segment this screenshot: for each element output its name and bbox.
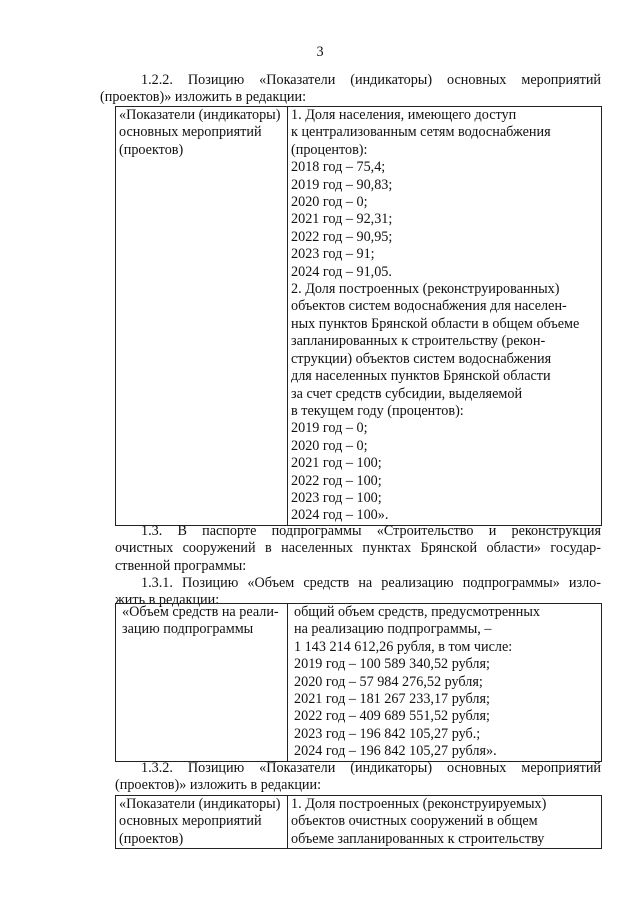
cell-text: (проектов): [119, 830, 184, 847]
cell-text: зацию подпрограммы: [122, 621, 254, 638]
cell-text: 2019 год – 100 589 340,52 рубля;: [294, 656, 490, 673]
table-cell-label: [116, 107, 288, 526]
cell-text: «Показатели (индикаторы): [119, 107, 281, 123]
cell-text: общий объем средств, предусмотренных: [294, 604, 540, 620]
cell-text: 2020 год – 57 984 276,52 рубля;: [294, 673, 483, 690]
cell-text: 2023 год – 196 842 105,27 руб.;: [294, 725, 481, 742]
table-cell-label: [116, 796, 288, 849]
table-cell-value: [288, 107, 602, 526]
cell-text: запланированных к строительству (рекон-: [291, 333, 546, 350]
cell-text: на реализацию подпрограммы, –: [294, 621, 492, 638]
cell-text: основных мероприятий: [119, 813, 262, 830]
table-row: [116, 107, 602, 526]
cell-text: основных мероприятий: [119, 124, 262, 141]
cell-text: к централизованным сетям водоснабжения: [291, 124, 551, 141]
indicators-table-water-supply: [115, 106, 602, 526]
funding-volume-table: [115, 603, 602, 762]
text-line: (проектов)» изложить в редакции:: [100, 89, 307, 106]
text-line: 1.2.2. Позицию «Показатели (индикаторы) основных мероприятий: [141, 72, 601, 88]
cell-text: объеме запланированных к строительству: [291, 830, 545, 847]
indicators-table-treatment-facilities: [115, 795, 602, 849]
cell-text: 2023 год – 100;: [291, 489, 382, 506]
text-line: 1.3.2. Позицию «Показатели (индикаторы) основных мероприятий: [141, 760, 601, 776]
text-line: 1.3. В паспорте подпрограммы «Строительство и реконструкция: [141, 523, 601, 539]
text-line: 1.3.1. Позицию «Объем средств на реализацию подпрограммы» изло-: [141, 575, 601, 591]
table-cell-value: [288, 604, 602, 762]
cell-text: «Объем средств на реали-: [122, 604, 279, 620]
cell-text: 2022 год – 90,95;: [291, 228, 393, 245]
cell-text: ных пунктов Брянской области в общем объеме: [291, 315, 580, 332]
table-row: [116, 796, 602, 849]
table-row: [116, 604, 602, 762]
paragraph-1-2-2: [100, 72, 601, 107]
cell-text: 2021 год – 92,31;: [291, 211, 393, 228]
cell-text: объектов очистных сооружений в общем: [291, 813, 538, 830]
cell-text: для населенных пунктов Брянской области: [291, 368, 551, 385]
cell-text: (процентов):: [291, 141, 368, 158]
page-number: 3: [316, 44, 324, 60]
paragraph-1-3: [115, 523, 601, 575]
text-line: (проектов)» изложить в редакции:: [115, 777, 322, 794]
cell-text: 2020 год – 0;: [291, 194, 368, 211]
cell-text: 2022 год – 409 689 551,52 рубля;: [294, 708, 490, 725]
cell-text: 2022 год – 100;: [291, 472, 382, 489]
cell-text: объектов систем водоснабжения для населен-: [291, 298, 567, 315]
cell-text: 1. Доля населения, имеющего доступ: [291, 107, 517, 123]
cell-text: 2018 год – 75,4;: [291, 159, 386, 176]
cell-text: 1 143 214 612,26 рубля, в том числе:: [294, 638, 513, 655]
cell-text: 2020 год – 0;: [291, 437, 368, 454]
table-cell-label: [116, 604, 288, 762]
table-cell-value: [288, 796, 602, 849]
cell-text: 2023 год – 91;: [291, 246, 375, 263]
cell-text: струкции) объектов систем водоснабжения: [291, 350, 552, 367]
cell-text: (проектов): [119, 141, 184, 158]
cell-text: 2024 год – 91,05.: [291, 263, 392, 280]
cell-text: 2. Доля построенных (реконструированных): [291, 281, 560, 298]
cell-text: за счет средств субсидии, выделяемой: [291, 385, 523, 402]
text-line: ственной программы:: [115, 557, 247, 574]
cell-text: в текущем году (процентов):: [291, 402, 464, 419]
cell-text: 2021 год – 181 267 233,17 рубля;: [294, 691, 490, 708]
cell-text: 2021 год – 100;: [291, 455, 382, 472]
cell-text: 2024 год – 196 842 105,27 рубля».: [294, 743, 497, 760]
cell-text: «Показатели (индикаторы): [119, 796, 281, 812]
cell-text: 2024 год – 100».: [291, 507, 389, 524]
cell-text: 1. Доля построенных (реконструируемых): [291, 796, 547, 812]
text-line: жить в редакции:: [115, 592, 220, 609]
paragraph-1-3-2: [115, 760, 601, 795]
text-line: очистных сооружений в населенных пунктах Брянской области» государ-: [115, 540, 601, 557]
cell-text: 2019 год – 90,83;: [291, 176, 393, 193]
cell-text: 2019 год – 0;: [291, 420, 368, 437]
